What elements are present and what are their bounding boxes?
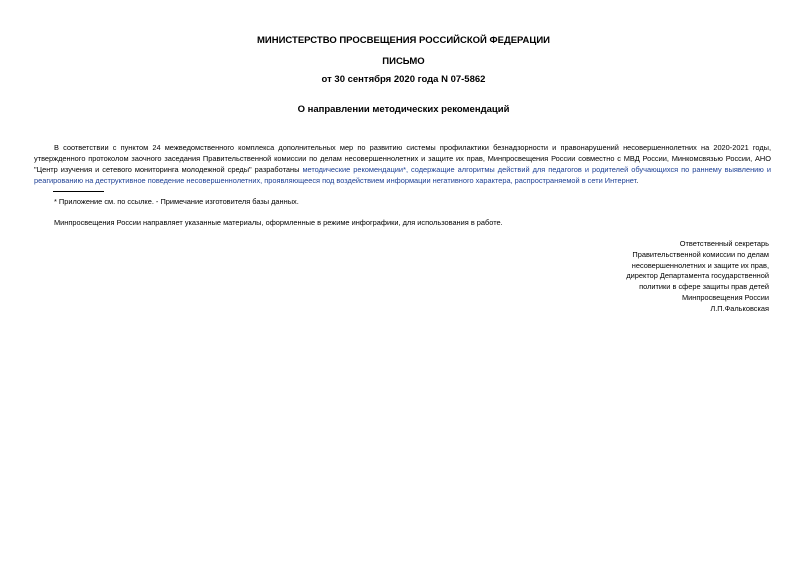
closing-paragraph: Минпросвещения России направляет указанные материалы, оформленные в режиме инфографики, для использования в работе. bbox=[54, 218, 503, 227]
body-text-start: В соответствии с пунктом 24 межведомственного комплекса дополнительных мер по развитию системы профилактики безнадзорности и правонарушений несовершеннолетних на 2020-2021 годы, утвержденного протоколом заочного заседания Правительственной комиссии по делам несовершеннолетних и защите их прав, Минпросвещения России совместно с МВД России, Минкомсвязью России, АНО "Центр изучения и сетевого мониторинга молодежной среды" разработаны bbox=[34, 143, 771, 174]
recommendations-link-label: методические рекомендации bbox=[302, 165, 404, 174]
signature-line: Ответственный секретарь bbox=[679, 239, 769, 248]
body-paragraph bbox=[34, 142, 771, 186]
footnote-divider bbox=[53, 191, 104, 192]
document-date-number: от 30 сентября 2020 года N 07-5862 bbox=[321, 74, 486, 85]
footnote-text: * Приложение см. по ссылке. - Примечание изготовителя базы данных. bbox=[54, 197, 299, 206]
signature-line: несовершеннолетних и защите их прав, bbox=[631, 260, 769, 270]
signature-line: Правительственной комиссии по делам bbox=[632, 249, 769, 259]
signature-line: Минпросвещения России bbox=[682, 292, 769, 302]
recommendations-link-continuation: *, содержащие алгоритмы действий для педагогов и родителей обучающихся по раннему выявлению и реагированию на деструктивное поведение несовершеннолетних, проявляющееся под воздействием информации негативного характера, распространяемой в сети Интернет bbox=[34, 165, 771, 185]
signature-line: директор Департамента государственной bbox=[626, 271, 769, 281]
signatory-name: Л.П.Фальковская bbox=[710, 303, 769, 313]
signature-line: политики в сфере защиты прав детей bbox=[639, 282, 769, 292]
signature-block bbox=[626, 239, 769, 315]
ministry-title: МИНИСТЕРСТВО ПРОСВЕЩЕНИЯ РОССИЙСКОЙ ФЕДЕРАЦИИ bbox=[256, 35, 551, 46]
document-subject: О направлении методических рекомендаций bbox=[297, 104, 510, 115]
document-type: ПИСЬМО bbox=[382, 56, 425, 67]
body-text-end: . bbox=[636, 176, 639, 185]
